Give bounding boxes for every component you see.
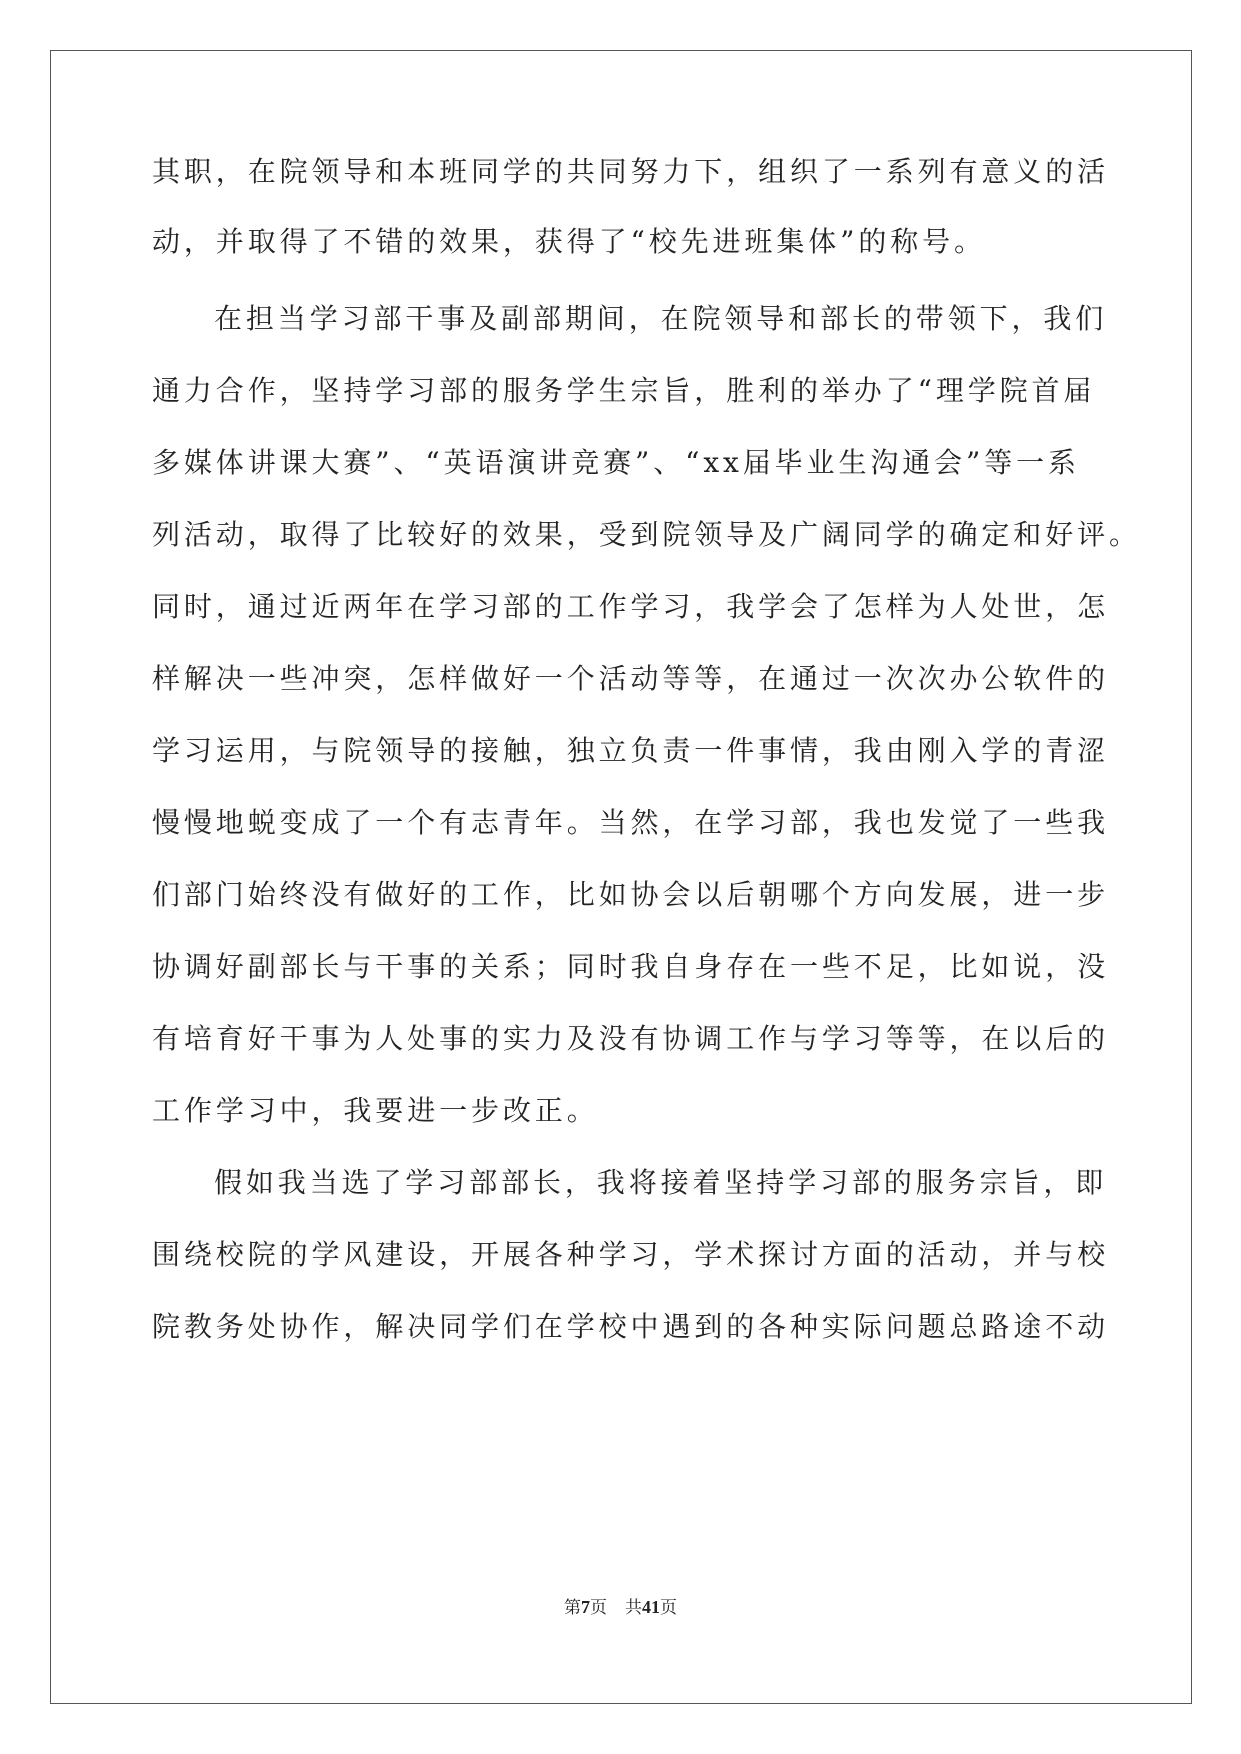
page-suffix: 页 xyxy=(590,1598,607,1617)
text-line: 动，并取得了不错的效果，获得了“校先进班集体”的称号。 xyxy=(152,225,986,258)
text-line: 学习运用，与院领导的接触，独立负责一件事情，我由刚入学的青涩 xyxy=(152,734,1110,767)
text-line: 们部门始终没有做好的工作，比如协会以后朝哪个方向发展，进一步 xyxy=(152,878,1110,911)
page-prefix: 第 xyxy=(564,1598,581,1617)
page-number: 7 xyxy=(581,1597,590,1617)
text-line: 协调好副部长与干事的关系；同时我自身存在一些不足，比如说，没 xyxy=(152,950,1110,983)
text-line: 有培育好干事为人处事的实力及没有协调工作与学习等等，在以后的 xyxy=(152,1022,1110,1055)
text-line: 通力合作，坚持学习部的服务学生宗旨，胜利的举办了“理学院首届 xyxy=(152,374,1096,407)
text-line: 多媒体讲课大赛”、“英语演讲竞赛”、“xx届毕业生沟通会”等一系 xyxy=(152,446,1080,479)
total-prefix: 共 xyxy=(625,1598,642,1617)
text-line: 围绕校院的学风建设，开展各种学习，学术探讨方面的活动，并与校 xyxy=(152,1238,1110,1271)
text-line: 慢慢地蜕变成了一个有志青年。当然，在学习部，我也发觉了一些我 xyxy=(152,806,1110,839)
page-footer xyxy=(0,1596,1241,1619)
text-line: 样解决一些冲突，怎样做好一个活动等等，在通过一次次办公软件的 xyxy=(152,662,1110,695)
text-line: 列活动，取得了比较好的效果，受到院领导及广阔同学的确定和好评。 xyxy=(152,518,1141,551)
text-line: 其职，在院领导和本班同学的共同努力下，组织了一系列有意义的活 xyxy=(152,155,1110,188)
total-pages: 41 xyxy=(642,1597,660,1617)
page-border xyxy=(50,50,1192,1704)
text-line: 工作学习中，我要进一步改正。 xyxy=(152,1094,599,1127)
total-suffix: 页 xyxy=(660,1598,677,1617)
paragraph-start-line: 在担当学习部干事及副部期间，在院领导和部长的带领下，我们 xyxy=(214,302,1108,335)
paragraph-start-line: 假如我当选了学习部部长，我将接着坚持学习部的服务宗旨，即 xyxy=(214,1166,1108,1199)
text-line: 同时，通过近两年在学习部的工作学习，我学会了怎样为人处世，怎 xyxy=(152,590,1110,623)
text-line: 院教务处协作，解决同学们在学校中遇到的各种实际问题总路途不动 xyxy=(152,1310,1110,1343)
